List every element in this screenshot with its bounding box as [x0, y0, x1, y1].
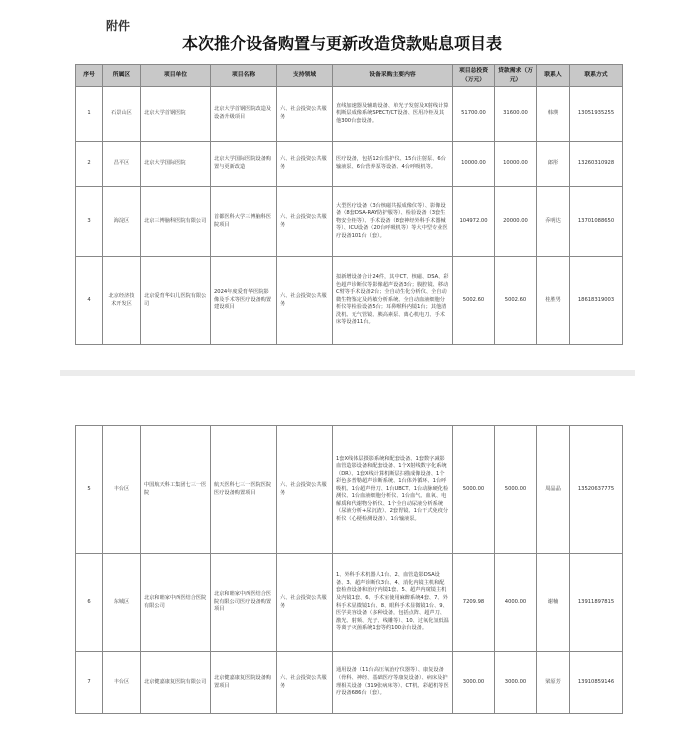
cell-contact: 梁原芳 [537, 652, 570, 714]
cell-project: 北京和睦家中西医结合医院有限公司医疗设备购置项目 [211, 554, 277, 652]
cell-project: 北京健嘉康复医院设备购置项目 [211, 652, 277, 714]
cell-loan: 4000.00 [495, 554, 537, 652]
cell-district: 东城区 [103, 554, 141, 652]
header-no: 序号 [76, 65, 103, 87]
cell-unit: 北京三博脑科医院有限公司 [141, 187, 211, 257]
cell-phone: 13051935255 [570, 87, 623, 142]
cell-district: 丰台区 [103, 426, 141, 554]
cell-district: 丰台区 [103, 652, 141, 714]
cell-no: 6 [76, 554, 103, 652]
cell-loan: 5002.60 [495, 257, 537, 345]
cell-field: 六、社会投资公共服务 [277, 257, 333, 345]
header-contact: 联系人 [537, 65, 570, 87]
table-row [76, 257, 623, 345]
cell-content: 医疗设备，包括12台监护仪、15台注射泵、6台输液泵、6台营养泵等设备、4台呼吸机等。 [333, 142, 453, 187]
cell-phone: 13260310928 [570, 142, 623, 187]
cell-phone: 13910859146 [570, 652, 623, 714]
table-row [76, 142, 623, 187]
cell-unit: 北京和睦家中西医结合医院有限公司 [141, 554, 211, 652]
header-unit: 项目单位 [141, 65, 211, 87]
cell-invest: 7209.98 [453, 554, 495, 652]
cell-contact: 谢楠 [537, 554, 570, 652]
cell-invest: 5002.60 [453, 257, 495, 345]
annex-label: 附件 [106, 19, 131, 33]
cell-invest: 3000.00 [453, 652, 495, 714]
cell-no: 1 [76, 87, 103, 142]
cell-unit: 北京大学首钢医院 [141, 87, 211, 142]
cell-content: 通用设备（11台高压氧治疗仪器等）、康复设备（骨科、神经、基础医疗等康复设备）、病床及护理相关设备（319张病床等）、CT机、彩超机等医疗设备686台（套）。 [333, 652, 453, 714]
header-phone: 联系方式 [570, 65, 623, 87]
header-field: 支持领域 [277, 65, 333, 87]
cell-contact: 郎彤 [537, 142, 570, 187]
page-break-divider [60, 370, 635, 376]
cell-no: 5 [76, 426, 103, 554]
cell-unit: 北京健嘉康复医院有限公司 [141, 652, 211, 714]
table-header-row [76, 65, 623, 87]
cell-field: 六、社会投资公共服务 [277, 554, 333, 652]
cell-phone: 13911897815 [570, 554, 623, 652]
cell-unit: 中国航天科工集团七三一医院 [141, 426, 211, 554]
table-row [76, 652, 623, 714]
table-row [76, 554, 623, 652]
cell-contact: 韩瑛 [537, 87, 570, 142]
cell-project: 首都医科大学三博脑科医院项目 [211, 187, 277, 257]
cell-content: 拟新增设备合计24件，其中CT、核磁、DSA、彩色超声诊断仪等影像超声设备3台；腹腔镜、移动C臂等手术设备2台；全自动生化分析仪、全自动微生物鉴定及药敏分析系统、全自动血液细胞分析仪等检验设备5台；耳鼻喉科内镜1台；其他清洗机、无气管镜、胰高素泵、离心机电刀、手术床等设备11台。 [333, 257, 453, 345]
cell-contact: 周晶晶 [537, 426, 570, 554]
header-project: 项目名称 [211, 65, 277, 87]
cell-contact: 乔明达 [537, 187, 570, 257]
project-table-page1 [75, 64, 623, 345]
cell-contact: 桂胜男 [537, 257, 570, 345]
cell-field: 六、社会投资公共服务 [277, 652, 333, 714]
cell-project: 北京大学国际医院设备购置与更新改造 [211, 142, 277, 187]
cell-unit: 北京爱育华妇儿医院有限公司 [141, 257, 211, 345]
cell-loan: 20000.00 [495, 187, 537, 257]
cell-content: 1、外科手术机器人1台、2、血管造影DSA设备、3、超声诊断仪3台、4、消化内镜主机和配套检查设备和治疗内镜1套、5、超声内窥镜主机及内镜1套、6、手术室使用麻醉系统4套、7、外科手术显微镜1台、8、眼科手术显微镜1台、9、医学美容设备（多种设备，包括点阵、超声刀、激光、射频、光子、线雕等）、10、过氧化氢低温等离子灭菌系统1套等约100余台设备。 [333, 554, 453, 652]
cell-field: 六、社会投资公共服务 [277, 87, 333, 142]
cell-phone: 18618319003 [570, 257, 623, 345]
cell-loan: 10000.00 [495, 142, 537, 187]
project-table-page2 [75, 425, 623, 714]
cell-district: 石景山区 [103, 87, 141, 142]
cell-district: 海淀区 [103, 187, 141, 257]
cell-phone: 13701088650 [570, 187, 623, 257]
cell-no: 4 [76, 257, 103, 345]
header-content: 设备采购主要内容 [333, 65, 453, 87]
cell-content: 直线加速器及辅助设备、单光子发射及X射线计算机断层成像系统SPECT/CT设备、医用冷柜及其他300台套设备。 [333, 87, 453, 142]
cell-field: 六、社会投资公共服务 [277, 187, 333, 257]
table-row [76, 87, 623, 142]
table-row [76, 426, 623, 554]
cell-project: 航天医科七三一医院医院医疗设备购置项目 [211, 426, 277, 554]
header-invest: 项目总投资（万元） [453, 65, 495, 87]
cell-invest: 5000.00 [453, 426, 495, 554]
page-title: 本次推介设备购置与更新改造贷款贴息项目表 [181, 34, 502, 53]
cell-no: 7 [76, 652, 103, 714]
cell-project: 北京大学首钢医院改造及设备升级项目 [211, 87, 277, 142]
cell-field: 六、社会投资公共服务 [277, 142, 333, 187]
cell-no: 3 [76, 187, 103, 257]
cell-unit: 北京大学国际医院 [141, 142, 211, 187]
cell-loan: 3000.00 [495, 652, 537, 714]
cell-district: 昌平区 [103, 142, 141, 187]
cell-content: 1套X线体层摄影系统和配套设备、1套数字减影血管造影设备和配套设备、1个X射线数字化系统（DR）、1套X线计算机断层扫描成像设备、1个彩色多普勒超声诊断系统、1台体外循环、1台呼吸机、1台超声骨刀、1台UBCT、1台动脉硬化检测仪、1台血液细胞分析仪、1台血气、血氧、电解质和代谢物分析仪、1个全自动尿液分析系统（尿液分析+尿沉渣）、2套胃镜、1台干式免疫分析仪（心梗检测设备）、1台输液泵。 [333, 426, 453, 554]
cell-content: 大型医疗设备（3台核磁共振成像仪等）、影像设备（8套DSA-RAY防护服等）、检验设备（3套生物安全柜等）、手术设备（8套神经外科手术器械等）、ICU设备（20台呼吸机等）等大中型专业医疗设备101台（套）。 [333, 187, 453, 257]
cell-project: 2024年度爱育华医院影像及手术等医疗设备购置建设项目 [211, 257, 277, 345]
header-loan: 贷款需求（万元） [495, 65, 537, 87]
cell-invest: 104972.00 [453, 187, 495, 257]
header-district: 所属区 [103, 65, 141, 87]
cell-invest: 51700.00 [453, 87, 495, 142]
cell-field: 六、社会投资公共服务 [277, 426, 333, 554]
cell-district: 北京经济技术开发区 [103, 257, 141, 345]
cell-phone: 13520637775 [570, 426, 623, 554]
cell-invest: 10000.00 [453, 142, 495, 187]
cell-no: 2 [76, 142, 103, 187]
cell-loan: 31600.00 [495, 87, 537, 142]
cell-loan: 5000.00 [495, 426, 537, 554]
table-row [76, 187, 623, 257]
